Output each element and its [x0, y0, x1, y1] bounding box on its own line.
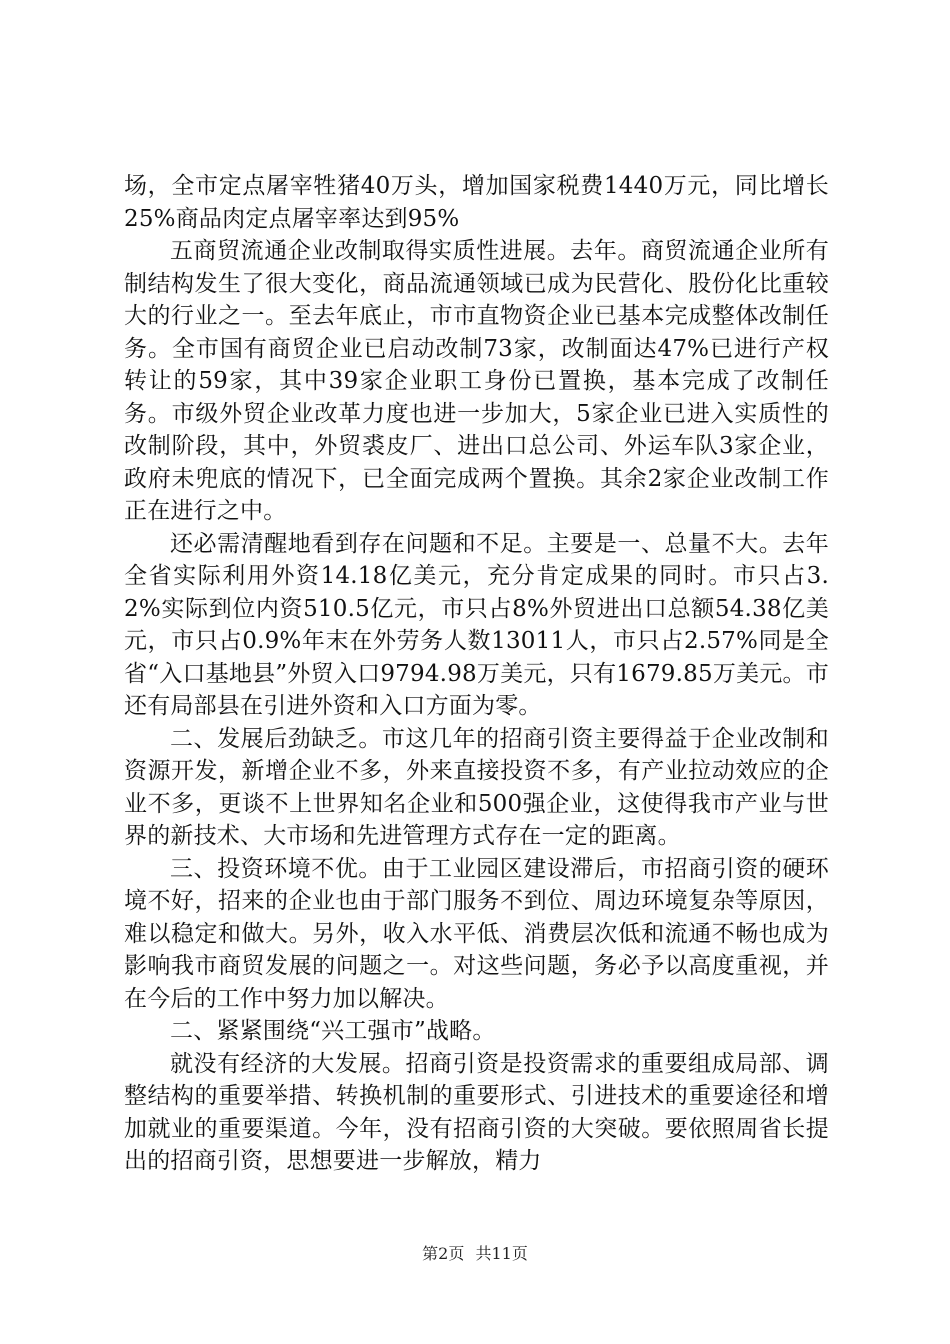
paragraph-4: 二、发展后劲缺乏。市这几年的招商引资主要得益于企业改制和资源开发，新增企业不多，外来直接投资不多，有产业拉动效应的企业不多，更谈不上世界知名企业和500强企业，这使得我市产业与世界的新技术、大市场和先进管理方式存在一定的距离。	[124, 725, 829, 849]
paragraph-1: 场，全市定点屠宰牲猪40万头，增加国家税费1440万元，同比增长25%商品肉定点屠宰率达到95%	[124, 173, 829, 232]
page-footer	[0, 1244, 950, 1264]
page-number: 第2页	[422, 1244, 465, 1263]
document-body	[124, 170, 829, 1178]
paragraph-2: 五商贸流通企业改制取得实质性进展。去年。商贸流通企业所有制结构发生了很大变化，商品流通领域已成为民营化、股份化比重较大的行业之一。至去年底止，市市直物资企业已基本完成整体改制任务。全市国有商贸企业已启动改制73家，改制面达47%已进行产权转让的59家，其中39家企业职工身份已置换，基本完成了改制任务。市级外贸企业改革力度也进一步加大，5家企业已进入实质性的改制阶段，其中，外贸裘皮厂、进出口总公司、外运车队3家企业，政府未兜底的情况下，已全面完成两个置换。其余2家企业改制工作正在进行之中。	[124, 238, 829, 524]
paragraph-6: 二、紧紧围绕“兴工强市”战略。	[170, 1018, 496, 1044]
paragraph-7: 就没有经济的大发展。招商引资是投资需求的重要组成局部、调整结构的重要举措、转换机制的重要形式、引进技术的重要途径和增加就业的重要渠道。今年，没有招商引资的大突破。要依照周省长提出的招商引资，思想要进一步解放，精力	[124, 1050, 829, 1174]
paragraph-3: 还必需清醒地看到存在问题和不足。主要是一、总量不大。去年全省实际利用外资14.18亿美元，充分肯定成果的同时。市只占3.2%实际到位内资510.5亿元，市只占8%外贸进出口总额54.38亿美元，市只占0.9%年末在外劳务人数13011人，市只占2.57%同是全省“入口基地县”外贸入口9794.98万美元，只有1679.85万美元。市还有局部县在引进外资和入口方面为零。	[124, 530, 829, 719]
paragraph-5: 三、投资环境不优。由于工业园区建设滞后，市招商引资的硬环境不好，招来的企业也由于部门服务不到位、周边环境复杂等原因，难以稳定和做大。另外，收入水平低、消费层次低和流通不畅也成为影响我市商贸发展的问题之一。对这些问题，务必予以高度重视，并在今后的工作中努力加以解决。	[124, 855, 829, 1012]
page-total: 共11页	[475, 1244, 528, 1263]
